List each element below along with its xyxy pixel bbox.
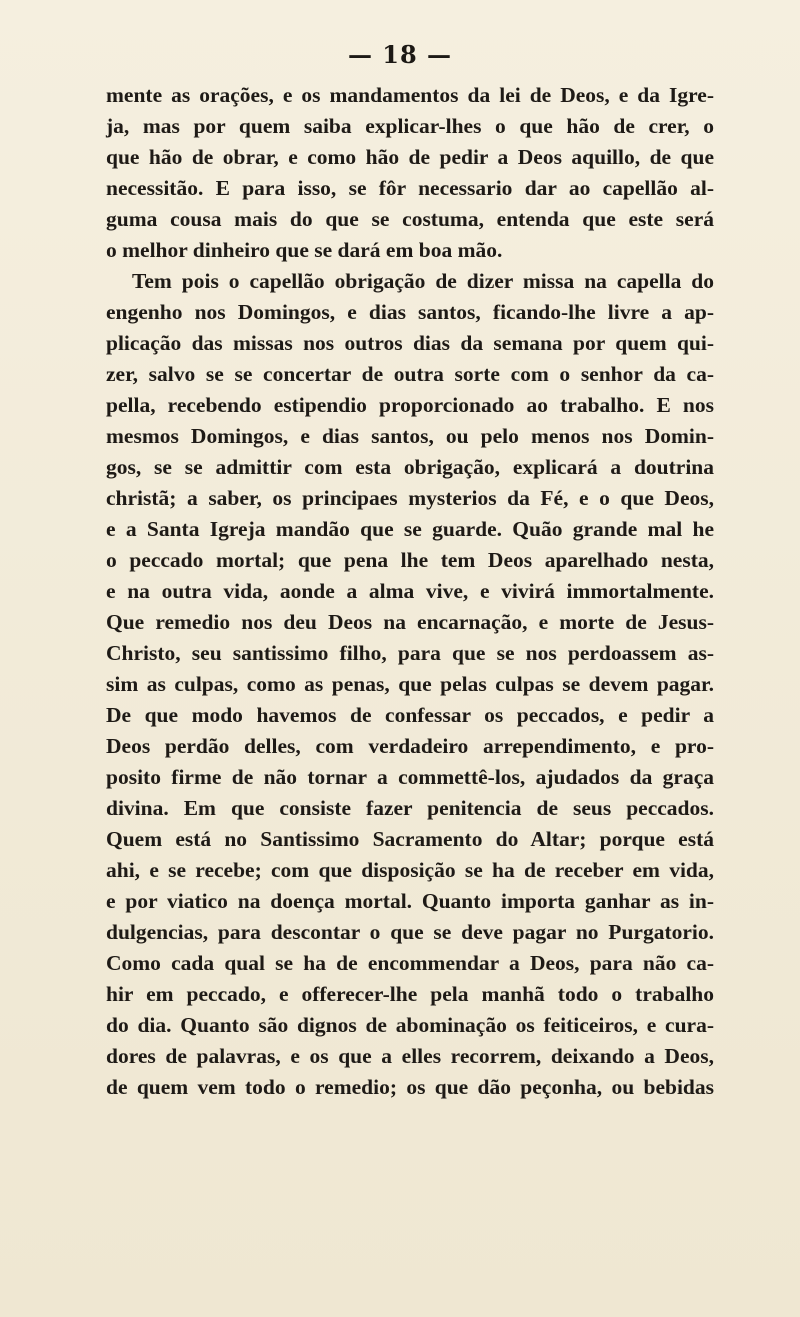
text-line: christã; a saber, os principaes mysterios da Fé, e o que Deos, bbox=[106, 486, 714, 510]
text-line: ja, mas por quem saiba explicar-lhes o que hão de crer, o bbox=[106, 114, 714, 138]
text-line: posito firme de não tornar a commettê-los, ajudados da graça bbox=[106, 765, 714, 789]
text-line: o melhor dinheiro que se dará em boa mão. bbox=[106, 238, 503, 262]
text-line: Como cada qual se ha de encommendar a Deos, para não ca- bbox=[106, 951, 714, 975]
text-line: Christo, seu santissimo filho, para que se nos perdoassem as- bbox=[106, 641, 714, 665]
text-line: o peccado mortal; que pena lhe tem Deos aparelhado nesta, bbox=[106, 548, 714, 572]
text-line: Deos perdão delles, com verdadeiro arrependimento, e pro- bbox=[106, 734, 714, 758]
text-line: dores de palavras, e os que a elles recorrem, deixando a Deos, bbox=[106, 1044, 714, 1068]
text-line: mente as orações, e os mandamentos da lei de Deos, e da Igre- bbox=[106, 83, 714, 107]
text-line: divina. Em que consiste fazer penitencia de seus peccados. bbox=[106, 796, 714, 820]
text-line: necessitão. E para isso, se fôr necessario dar ao capellão al- bbox=[106, 176, 714, 200]
text-line: e a Santa Igreja mandão que se guarde. Quão grande mal he bbox=[106, 517, 714, 541]
text-line: Que remedio nos deu Deos na encarnação, e morte de Jesus- bbox=[106, 610, 714, 634]
text-line: plicação das missas nos outros dias da semana por quem qui- bbox=[106, 331, 714, 355]
body-text bbox=[106, 80, 714, 1103]
text-line: guma cousa mais do que se costuma, entenda que este será bbox=[106, 207, 714, 231]
page-number: — 18 — bbox=[347, 40, 453, 69]
text-line: pella, recebendo estipendio proporcionado ao trabalho. E nos bbox=[106, 393, 714, 417]
text-line: gos, se se admittir com esta obrigação, explicará a doutrina bbox=[106, 455, 714, 479]
text-line: engenho nos Domingos, e dias santos, ficando-lhe livre a ap- bbox=[106, 300, 714, 324]
text-line: do dia. Quanto são dignos de abominação os feiticeiros, e cura- bbox=[106, 1013, 714, 1037]
text-line: que hão de obrar, e como hão de pedir a Deos aquillo, de que bbox=[106, 145, 714, 169]
text-line: mesmos Domingos, e dias santos, ou pelo menos nos Domin- bbox=[106, 424, 714, 448]
text-line: e por viatico na doença mortal. Quanto importa ganhar as in- bbox=[106, 889, 714, 913]
text-line: Tem pois o capellão obrigação de dizer missa na capella do bbox=[132, 269, 714, 293]
text-line: Quem está no Santissimo Sacramento do Altar; porque está bbox=[106, 827, 714, 851]
text-line: zer, salvo se se concertar de outra sorte com o senhor da ca- bbox=[106, 362, 714, 386]
text-line: de quem vem todo o remedio; os que dão peçonha, ou bebidas bbox=[106, 1075, 714, 1099]
text-line: hir em peccado, e offerecer-lhe pela manhã todo o trabalho bbox=[106, 982, 714, 1006]
text-line: De que modo havemos de confessar os peccados, e pedir a bbox=[106, 703, 714, 727]
text-line: e na outra vida, aonde a alma vive, e vivirá immortalmente. bbox=[106, 579, 714, 603]
text-line: ahi, e se recebe; com que disposição se ha de receber em vida, bbox=[106, 858, 714, 882]
text-line: dulgencias, para descontar o que se deve pagar no Purgatorio. bbox=[106, 920, 714, 944]
text-line: sim as culpas, como as penas, que pelas culpas se devem pagar. bbox=[106, 672, 714, 696]
